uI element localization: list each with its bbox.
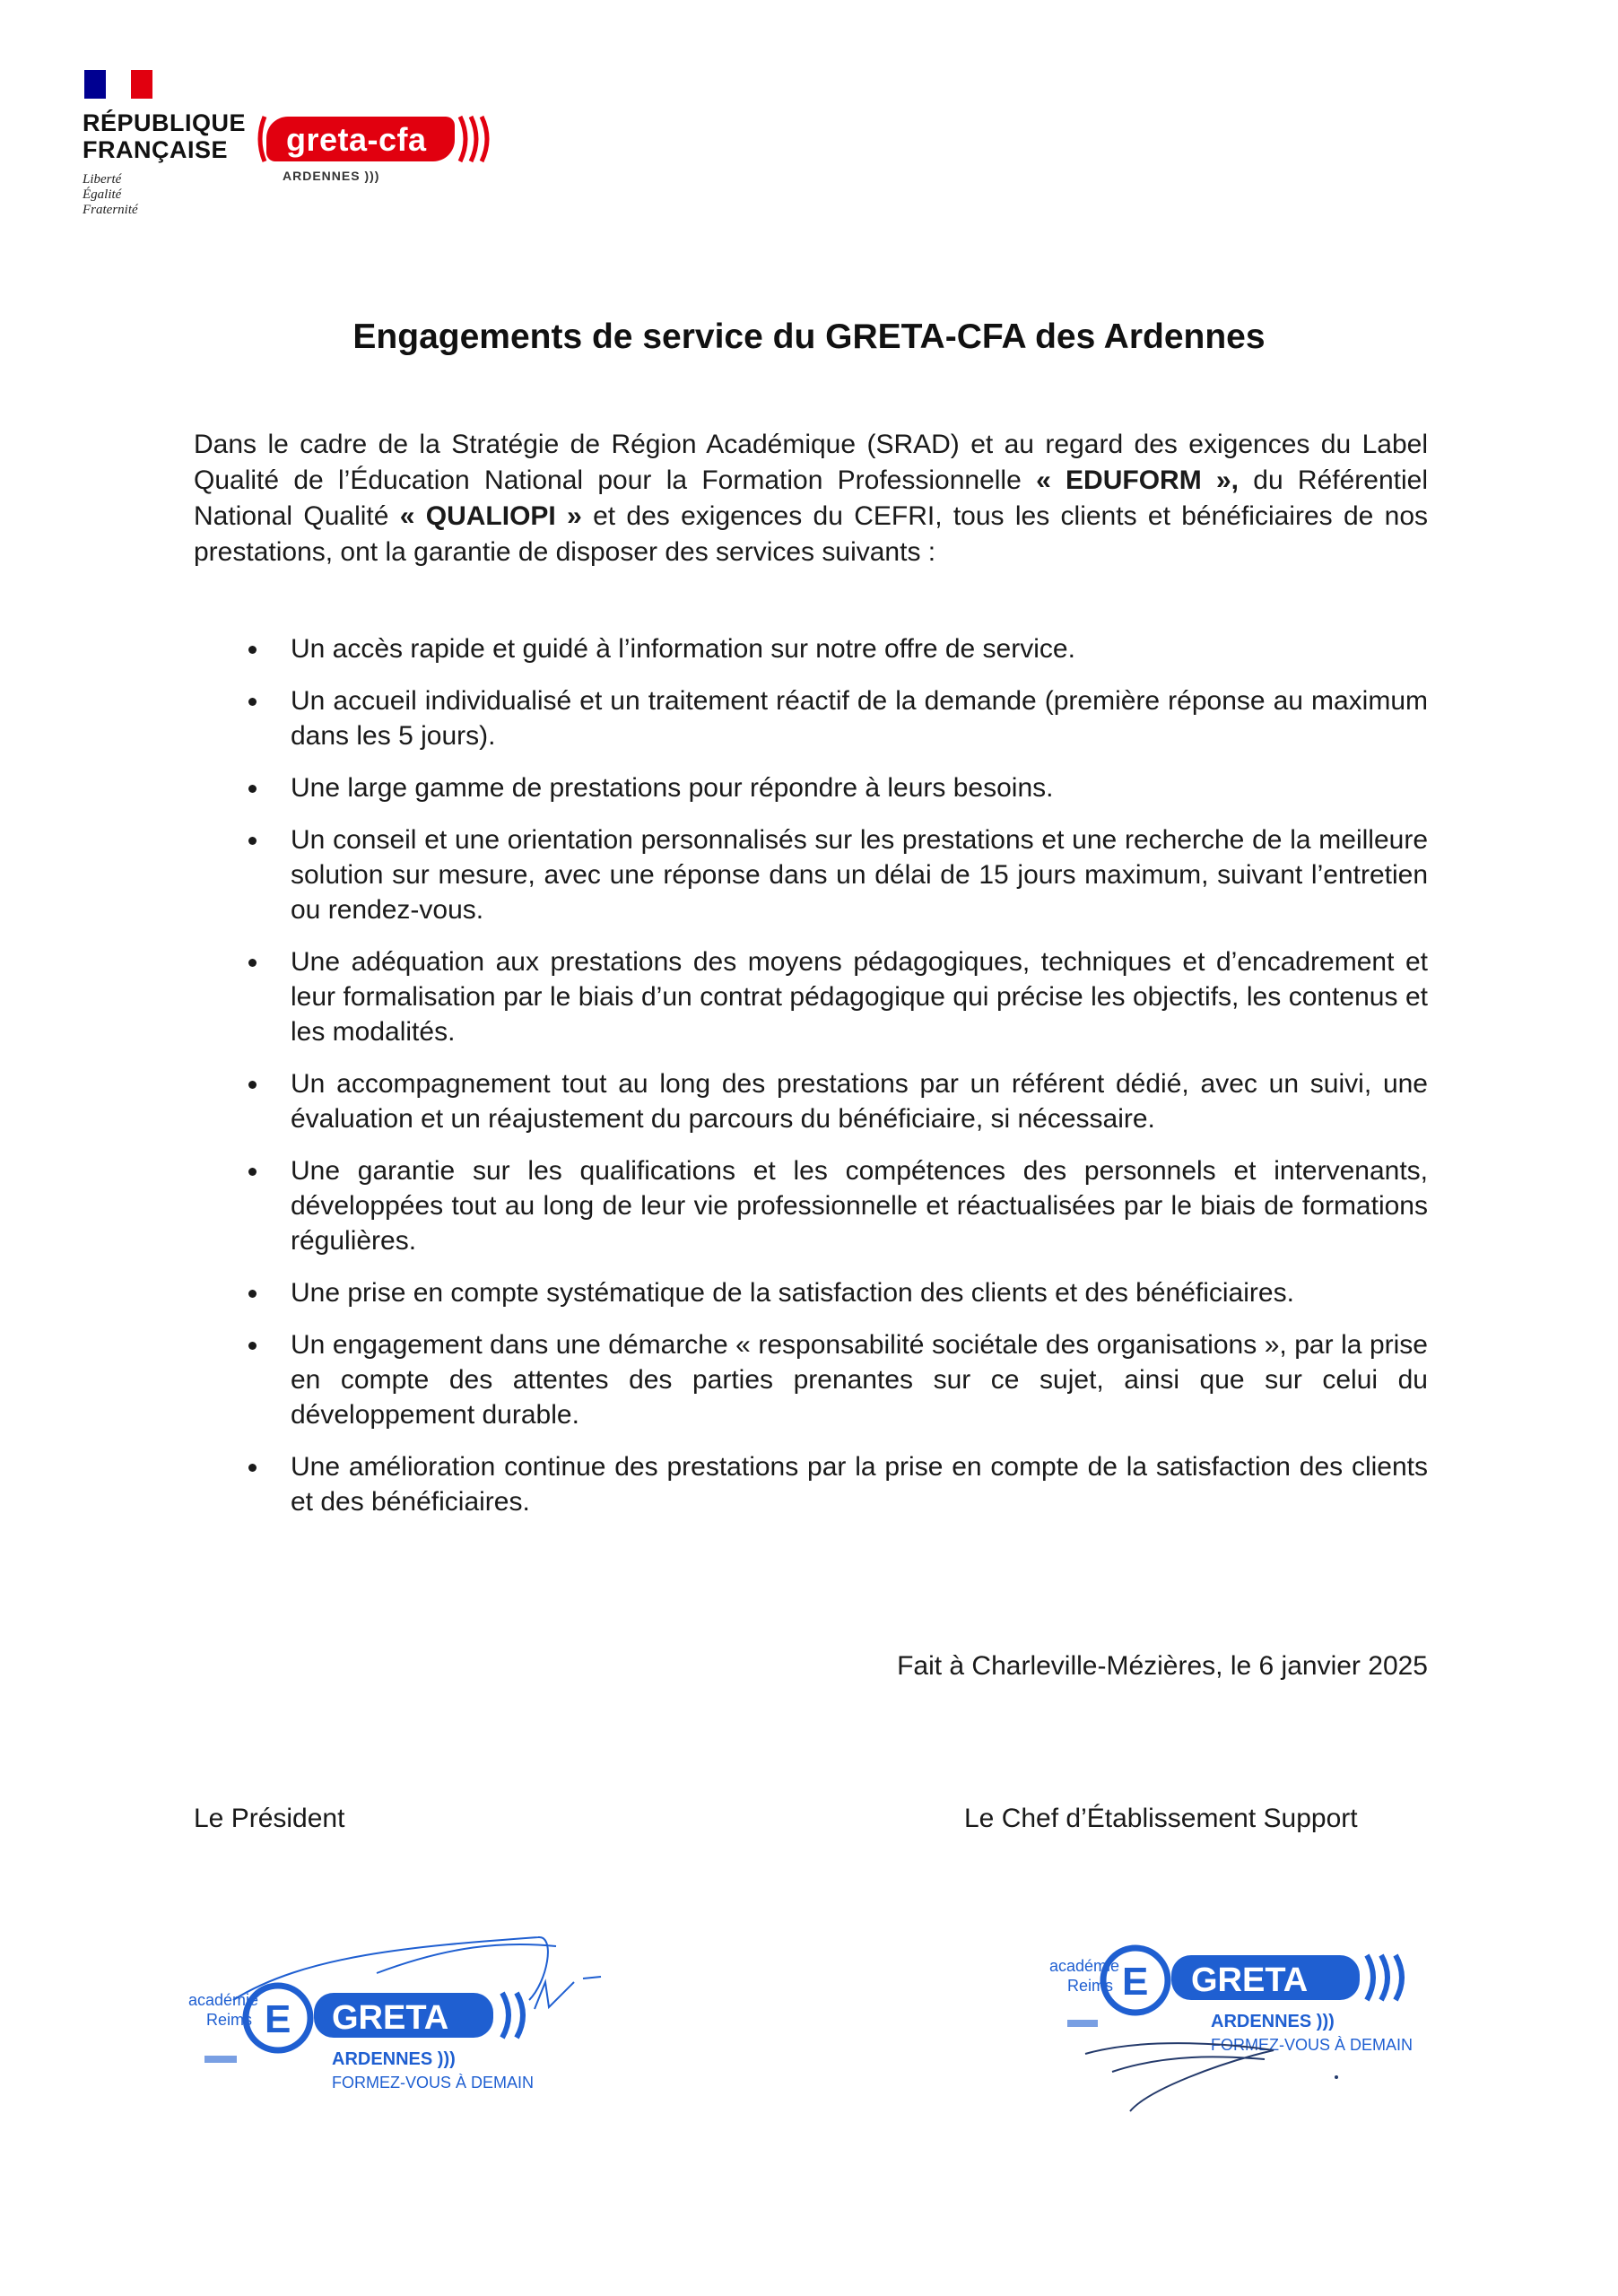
list-item-text: Une amélioration continue des prestations par la prise en compte de la satisfaction des clients et des bénéficiaires. — [291, 1452, 1428, 1517]
svg-text:ARDENNES ))): ARDENNES ))) — [1211, 2012, 1335, 2031]
svg-text:académie: académie — [188, 1991, 259, 2009]
bullet-icon — [248, 837, 257, 845]
svg-text:académie: académie — [1049, 1957, 1120, 1975]
svg-text:Reims: Reims — [1067, 1977, 1114, 1995]
list-item-text: Un conseil et une orientation personnalisés sur les prestations et une recherche de la meilleure solution sur mesure, avec une réponse dans un délai de 15 jours maximum, suivant l’entretien ou rendez-vous. — [291, 825, 1428, 925]
greta-stamp-right — [1040, 1919, 1462, 2117]
commitments-list — [194, 631, 1428, 1536]
greta-stamp-right-graphic — [1040, 1919, 1462, 2117]
svg-text:GRETA: GRETA — [1191, 1961, 1309, 1999]
greta-stamp-left-graphic — [179, 1919, 664, 2108]
rf-motto-fraternite: Fraternité — [83, 203, 138, 217]
list-item-text: Un accueil individualisé et un traitement réactif de la demande (première réponse au maximum dans les 5 jours). — [291, 686, 1428, 751]
greta-stamp-left — [179, 1919, 664, 2108]
bullet-icon — [248, 959, 257, 967]
svg-text:FORMEZ-VOUS À DEMAIN: FORMEZ-VOUS À DEMAIN — [332, 2074, 535, 2092]
list-item — [194, 1275, 1428, 1310]
list-item — [194, 683, 1428, 753]
marianne-flag-icon — [84, 70, 152, 99]
list-item — [194, 1066, 1428, 1136]
list-item-text: Un engagement dans une démarche « responsabilité sociétale des organisations », par la prise en compte des attentes des parties prenantes sur ce sujet, ainsi que sur celui du développement durable. — [291, 1330, 1428, 1430]
svg-text:ARDENNES ))): ARDENNES ))) — [332, 2049, 456, 2069]
list-item-text: Un accompagnement tout au long des prestations par un référent dédié, avec un suivi, une évaluation et un réajustement du parcours du bénéficiaire, si nécessaire. — [291, 1069, 1428, 1134]
list-item — [194, 631, 1428, 666]
republique-francaise-logo — [83, 70, 253, 218]
intro-part2: du Référentiel National Qualité — [194, 465, 1428, 531]
intro-part3: et des exigences du CEFRI, tous les clients et bénéficiaires de nos prestations, ont la garantie de disposer des services suivants : — [194, 501, 1429, 567]
list-item — [194, 944, 1428, 1049]
svg-text:FORMEZ-VOUS À DEMAIN: FORMEZ-VOUS À DEMAIN — [1211, 2036, 1414, 2054]
list-item-text: Une garantie sur les qualifications et les compétences des personnels et intervenants, développées tout au long de leur vie professionnelle et réactualisées par le biais de formations régulières. — [291, 1156, 1428, 1256]
intro-qualiopi: « QUALIOPI » — [399, 501, 582, 531]
bullet-icon — [248, 646, 257, 654]
document-title: Engagements de service du GRETA-CFA des Ardennes — [352, 317, 1266, 356]
rf-motto-liberte: Liberté — [83, 172, 122, 187]
list-item — [194, 1449, 1428, 1519]
greta-logo-text: greta-cfa — [286, 121, 427, 158]
intro-eduform: « EDUFORM », — [1036, 465, 1239, 495]
intro-part1: Dans le cadre de la Stratégie de Région Académique (SRAD) et au regard des exigences du Label Qualité de l’Éducation National pour la Formation Professionnelle — [194, 430, 1428, 495]
greta-logo-sub: ARDENNES ))) — [283, 169, 380, 183]
rf-motto-egalite: Égalité — [83, 187, 122, 202]
svg-text:Reims: Reims — [206, 2011, 253, 2029]
list-item — [194, 770, 1428, 805]
bullet-icon — [248, 1342, 257, 1350]
rf-title-line1: RÉPUBLIQUE — [83, 109, 247, 136]
place-date: Fait à Charleville-Mézières, le 6 janvier 2025 — [897, 1651, 1428, 1681]
list-item-text: Une prise en compte systématique de la satisfaction des clients et des bénéficiaires. — [291, 1278, 1294, 1308]
signatory-president: Le Président — [194, 1804, 345, 1833]
bullet-icon — [248, 1081, 257, 1089]
bullet-icon — [248, 1290, 257, 1298]
list-item-text: Un accès rapide et guidé à l’information sur notre offre de service. — [291, 634, 1075, 664]
list-item — [194, 1153, 1428, 1258]
list-item-text: Une large gamme de prestations pour répondre à leurs besoins. — [291, 773, 1054, 803]
signatory-chef-etablissement: Le Chef d’Établissement Support — [964, 1804, 1358, 1833]
greta-cfa-logo — [256, 109, 498, 190]
svg-text:GRETA: GRETA — [332, 1999, 449, 2037]
rf-title — [83, 109, 253, 163]
bullet-icon — [248, 1464, 257, 1472]
svg-text:E: E — [1122, 1960, 1149, 2004]
bullet-icon — [248, 1168, 257, 1176]
list-item — [194, 1327, 1428, 1432]
rf-title-line2: FRANÇAISE — [83, 136, 229, 163]
bullet-icon — [248, 698, 257, 706]
svg-text:E: E — [265, 1997, 291, 2041]
list-item-text: Une adéquation aux prestations des moyens pédagogiques, techniques et d’encadrement et leur formalisation par le biais d’un contrat pédagogique qui précise les objectifs, les contenus et les modalités. — [291, 947, 1428, 1047]
rf-motto — [83, 172, 253, 218]
intro-paragraph — [194, 427, 1428, 570]
bullet-icon — [248, 785, 257, 793]
list-item — [194, 822, 1428, 927]
